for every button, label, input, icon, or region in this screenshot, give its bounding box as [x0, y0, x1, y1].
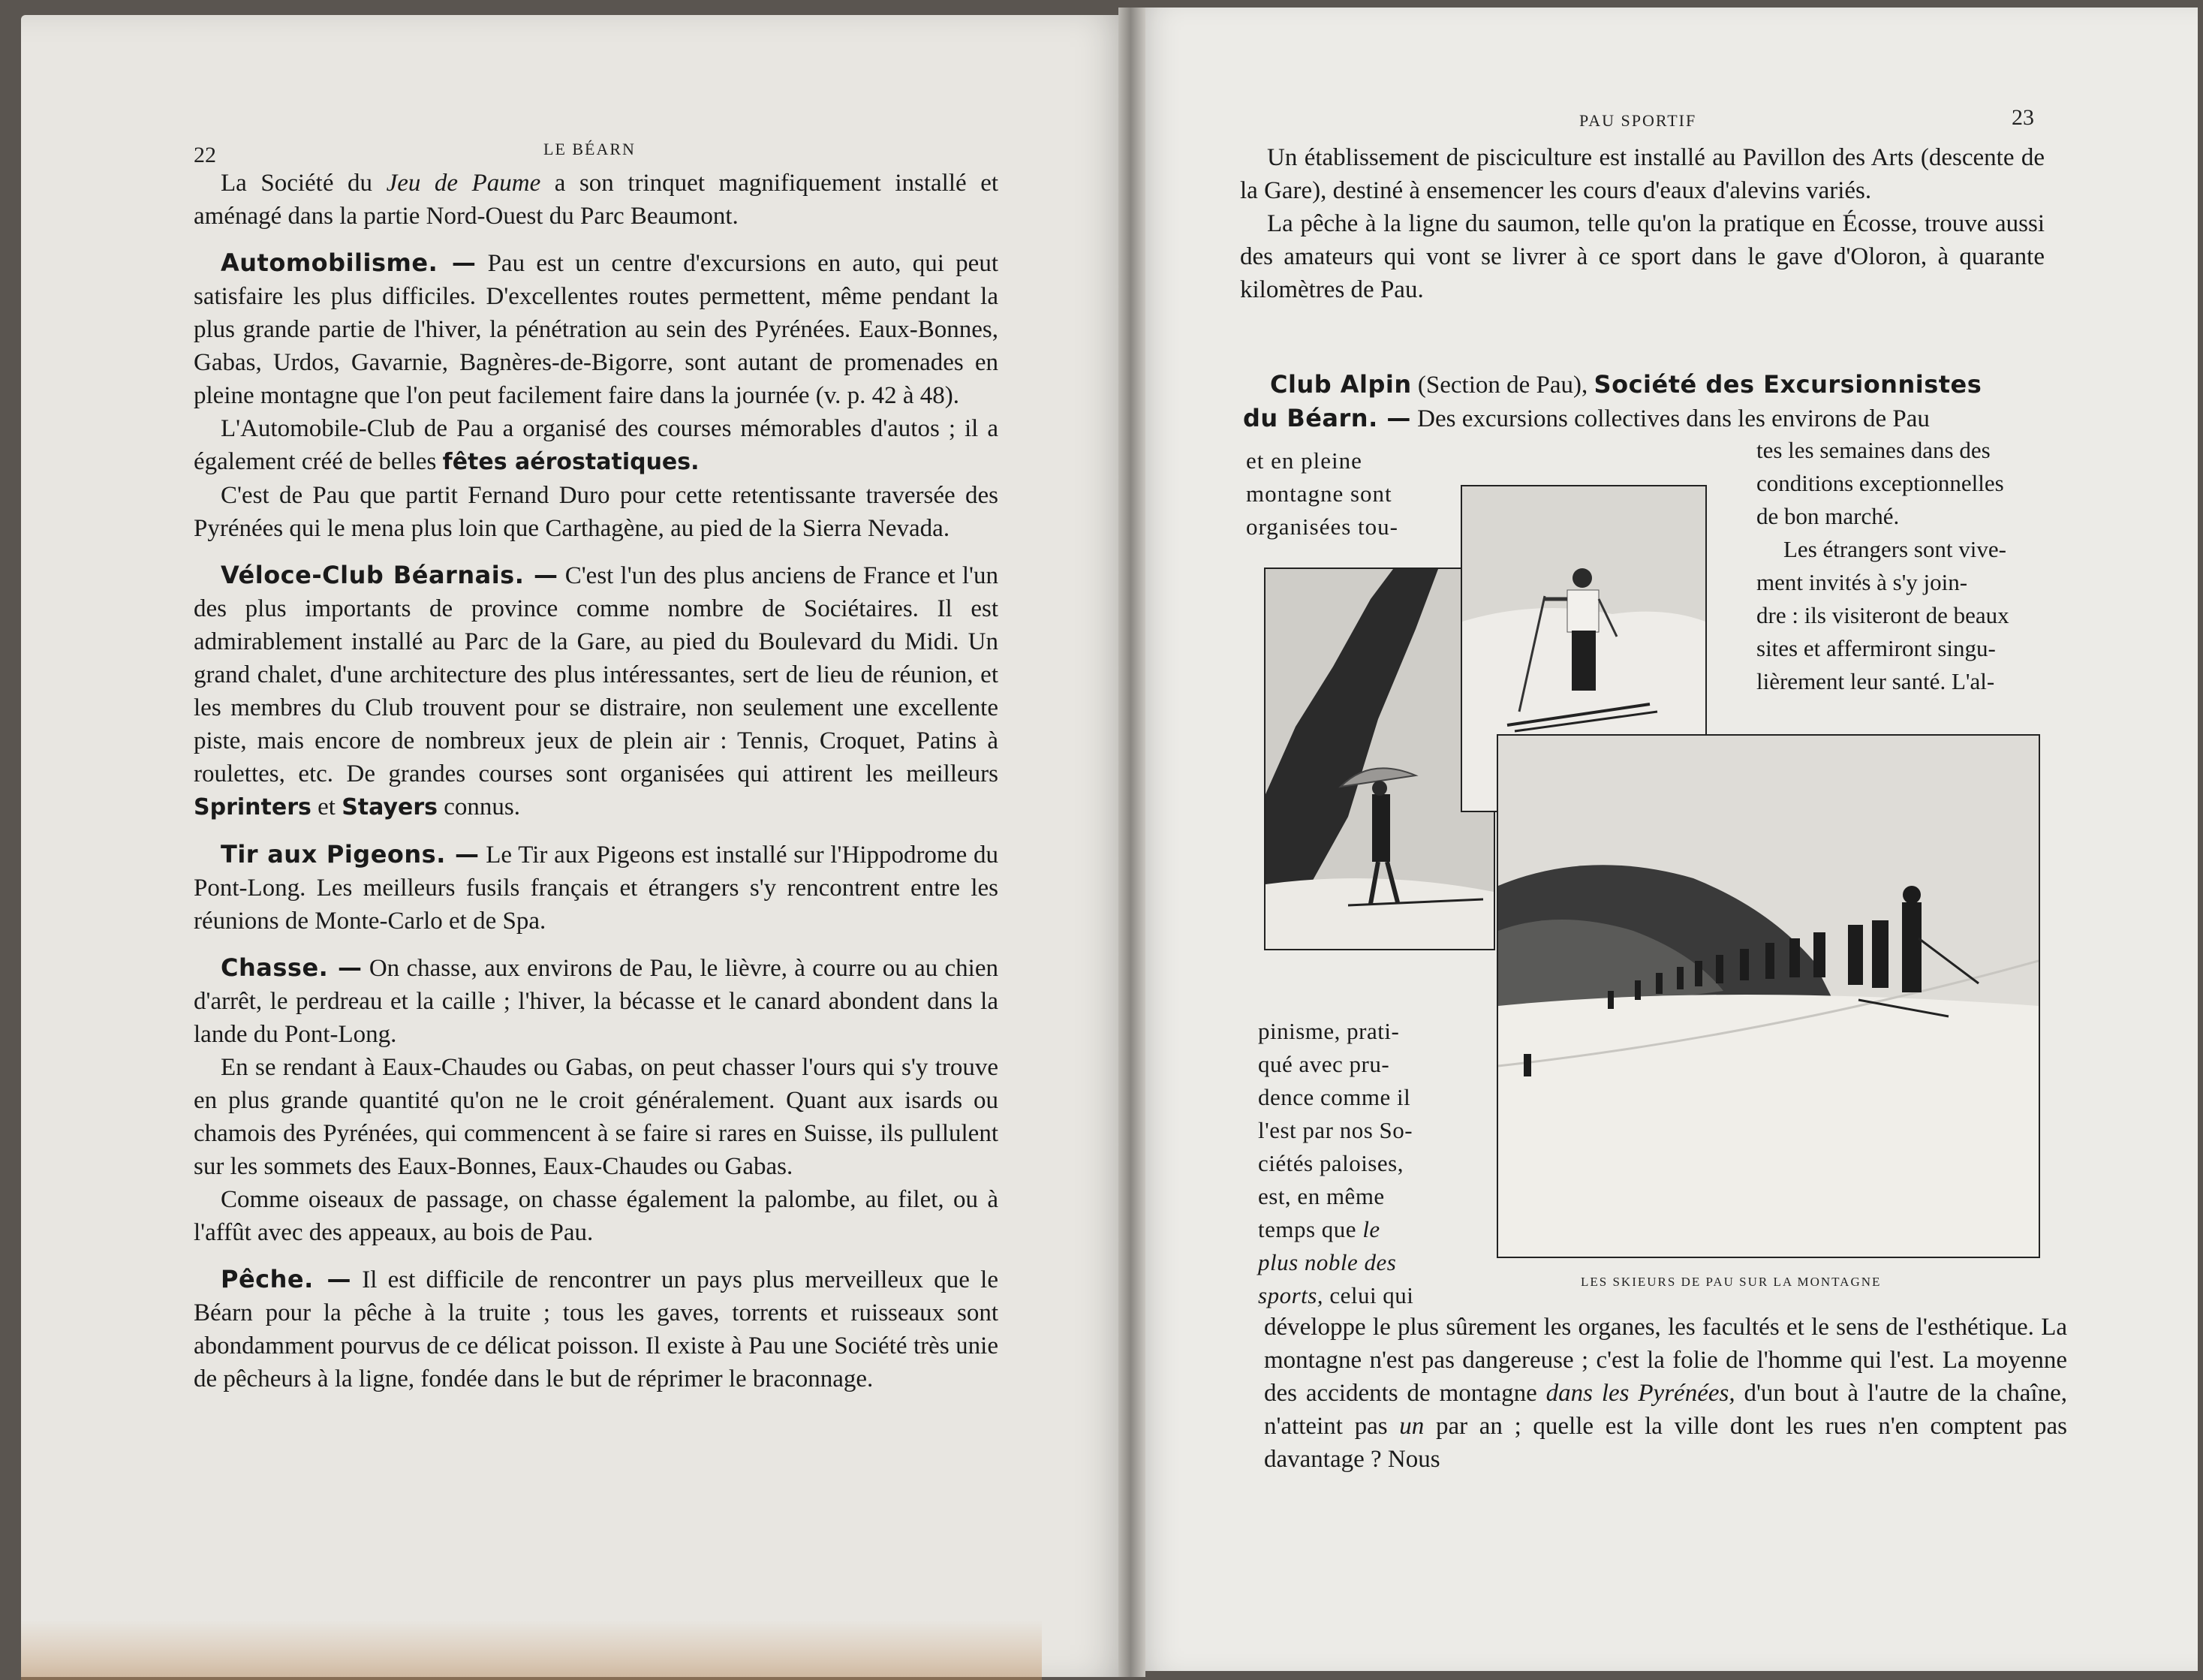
- club-alpin-header: Club Alpin (Section de Pau), Société des Excursionnistes du Béarn. — Des excursions collectives dans les environs de Pau: [1243, 370, 1982, 432]
- skier-umbrella-illustration: [1266, 569, 1494, 949]
- photo-caption: LES SKIEURS DE PAU SUR LA MONTAGNE: [1581, 1275, 1882, 1289]
- heading-peche: Pêche. —: [221, 1265, 351, 1293]
- narrow-text-right: tes les semaines dans des conditions exceptionnelles de bon marché. Les étrangers sont vive- ment invités à s'y join- dre : ils visiteront de beaux sites et affermiront singu- lièrement leur santé. L'al-: [1756, 437, 2009, 694]
- paragraph-chasse: Chasse. — On chasse, aux environs de Pau, le lièvre, à courre ou au chien d'arrêt, le perdreau et la caille ; l'hiver, la bécasse et le canard abondent dans la lande du Pont-Long.: [194, 953, 999, 1048]
- heading-club-alpin: Club Alpin: [1270, 370, 1412, 399]
- narrow-text-top-left: et en pleine montagne sont organisées tou-: [1246, 447, 1398, 540]
- paragraph-peche: Pêche. — Il est difficile de rencontrer un pays plus merveilleux que le Béarn pour la pêche à la truite ; tous les gaves, torrents et ruisseaux sont abondamment pourvus de ce délicat poisson. Il existe à Pau une Société très unie de pêcheurs à la ligne, fondée dans le but de réprimer le braconnage.: [194, 1265, 998, 1392]
- paragraph-automobilisme: Automobilisme. — Pau est un centre d'excursions en auto, qui peut satisfaire les plus difficiles. D'excellentes routes permettent, même pendant la plus grande partie de l'hiver, la pénétration au sein des Pyrénées. Eaux-Bonnes, Gabas, Urdos, Gavarnie, Bagnères-de-Bigorre, sont autant de promenades en pleine montagne que l'on peut facilement faire dans la journée (v. p. 42 à 48).: [194, 248, 998, 409]
- running-head-right: PAU SPORTIF: [1579, 111, 1697, 130]
- paragraph-veloce-club: Véloce-Club Béarnais. — C'est l'un des plus anciens de France et l'un des plus importants de province comme nombre de Sociétaires. Il est admirablement installé au Parc de la Gare, au pied du Boulevard du Midi. Un grand chalet, d'une architecture des plus intéressantes, sert de lieu de réunion, et les membres du Club trouvent pour se distraire, non seulement une excellente piste, mais encore de nombreux jeux de plein air : Tennis, Croquet, Patins à roulettes, etc. De grandes courses sont organisées qui attirent les meilleurs Sprinters et Stayers connus.: [194, 561, 998, 820]
- right-page-text-top: [1240, 141, 2045, 306]
- running-head-left: LE BÉARN: [543, 140, 636, 158]
- narrow-text-bottom-left: pinisme, prati- qué avec pru- dence comme il l'est par nos So- ciétés paloises, est, en même temps que le plus noble des sports, celui qui: [1258, 1018, 1414, 1308]
- right-page-text-bottom: [1264, 1311, 2067, 1476]
- paragraph-duro: C'est de Pau que partit Fernand Duro pour cette retentissante traversée des Pyrénées qui le mena plus loin que Carthagène, au pied de la Sierra Nevada.: [194, 482, 998, 542]
- paragraph-automobile-club: L'Automobile-Club de Pau a organisé des courses mémorables d'autos ; il a également créé de belles fêtes aérostatiques.: [194, 415, 998, 475]
- page-number-left: 22: [194, 143, 216, 167]
- heading-automobilisme: Automobilisme. —: [221, 248, 477, 277]
- paragraph-jeu-de-paume: La Société du Jeu de Paume a son trinquet magnifiquement installé et aménagé dans la partie Nord-Ouest du Parc Beaumont.: [194, 170, 999, 230]
- paragraph-pisciculture: Un établissement de pisciculture est installé au Pavillon des Arts (descente de la Gare), destiné à ensemencer les cours d'eaux d'alevins variés.: [1240, 144, 2045, 204]
- page-number-right: 23: [2012, 105, 2034, 130]
- photo-skiers-group: [1497, 734, 2040, 1258]
- book-gutter: [1118, 8, 1145, 1677]
- skiers-group-illustration: [1498, 736, 2039, 1257]
- paragraph-saumon: La pêche à la ligne du saumon, telle qu'on la pratique en Écosse, trouve aussi des amateurs qui vont se livrer à ce sport dans le gave d'Oloron, à quarante kilomètres de Pau.: [1240, 210, 2045, 303]
- left-page-text: [194, 167, 998, 1395]
- heading-veloce-club: Véloce-Club Béarnais. —: [221, 561, 558, 589]
- heading-chasse: Chasse. —: [221, 953, 363, 982]
- heading-tir-aux-pigeons: Tir aux Pigeons. —: [221, 840, 480, 869]
- paragraph-ours: En se rendant à Eaux-Chaudes ou Gabas, on peut chasser l'ours qui s'y trouve en plus grande quantité qu'on ne le croit généralement. Quant aux isards ou chamois des Pyrénées, qui commencent à se faire si rares en Suisse, ils pullulent sur les sommets des Eaux-Bonnes, Eaux-Chaudes ou Gabas.: [194, 1054, 998, 1180]
- paragraph-tir-aux-pigeons: Tir aux Pigeons. — Le Tir aux Pigeons est installé sur l'Hippodrome du Pont-Long. Les meilleurs fusils français et étrangers s'y rencontrent entre les réunions de Monte-Carlo et de Spa.: [194, 840, 998, 935]
- paragraph-palombe: Comme oiseaux de passage, on chasse également la palombe, au filet, ou à l'affût avec des appeaux, au bois de Pau.: [194, 1186, 998, 1246]
- paragraph-alpinisme-end: développe le plus sûrement les organes, les facultés et le sens de l'esthétique. La montagne n'est pas dangereuse ; c'est la folie de l'homme qui l'est. La moyenne des accidents de montagne dans les Pyrénées, d'un bout à l'autre de la chaîne, n'atteint pas un par an ; quelle est la ville dont les rues n'en comptent pas davantage ? Nous: [1264, 1314, 2067, 1473]
